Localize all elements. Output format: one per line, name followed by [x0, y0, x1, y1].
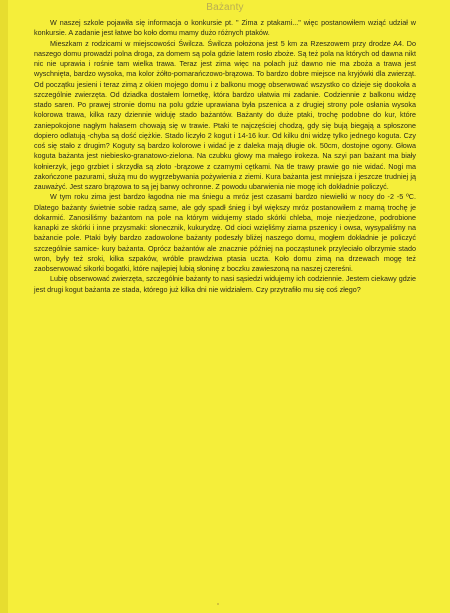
- paragraph-intro: W naszej szkole pojawiła się informacja o konkursie pt. " Zima z ptakami..." więc postanowiłem wziąć udział w konkursie. A zadanie jest łatwe bo koło domu mamy dużo różnych ptaków.: [34, 18, 416, 38]
- page-edge-shadow: [0, 0, 8, 613]
- paragraph-observations: Mieszkam z rodzicami w miejscowości Świlcza. Świlcza położona jest 5 km za Rzeszowem przy drodze A4. Do naszego domu prowadzi polna droga, za domem są pola gdzie latem rosło zboże. Są też pola na których od dawna nikt nic nie uprawia i rośnie tam wielka trawa. Teraz jest zima więc na polach już dawno nie ma zboża a trawa jest wyschnięta, bardzo wysoka, ma kolor żółto-pomarańczowo-brązowa. To bardzo dobre miejsce na kryjówki dla zwierząt. Od początku jesieni i teraz zimą z okien mojego domu i z balkonu mogę obserwować wszystko co dzieje się dookoła a szczególnie zwierzęta. Od dziadka dostałem lornetkę, która bardzo ułatwia mi zadanie. Codziennie z balkonu widzę stado saren. Po prawej stronie domu na polu gdzie uprawiana była pszenica a z drugiej strony pole osłania wysoka kolorowa trawa, kilka razy dziennie widuję stado bażantów. Bażanty do duże ptaki, trochę podobne do kur, które zaniepokojone nagłym hałasem chowają się w trawie. Ptaki te najczęściej chodzą, gdy się bują biegają a spłoszone dopiero odlatują -chyba są dość ciężkie. Stado liczyło 2 kogut i 14-16 kur. Od kilku dni widzę tylko jednego koguta. Czy coś się stało z drugim? Koguty są bardzo kolorowe i widać je z daleka mają długie ok. 50cm, dostojne ogony. Głowa koguta bażanta jest niebiesko-granatowo-zielona. Na czubku głowy ma małego irokeza. Na szyi pan bażant ma biały kołnierzyk, jego grzbiet i skrzydła są złoto -brązowe z czarnymi cętkami. Na tle trawy prawie go nie widać. Nogi ma zakończone pazurami, służą mu do wygrzebywania pożywienia z ziemi. Kura bażanta jest mniejsza i jeszcze trudniej ją zauważyć. Jest szaro brązowa to są jej barwy ochronne. Z powodu ubarwienia nie mogę ich dokładnie policzyć.: [34, 38, 416, 191]
- page-mark-dot: [217, 603, 219, 605]
- document-body: [34, 18, 416, 295]
- paragraph-conclusion: Lubię obserwować zwierzęta, szczególnie bażanty to nasi sąsiedzi widujemy ich codziennie. Jestem ciekawy gdzie jest drugi kogut bażanta ze stada, którego już kilka dni nie widziałem. Czy przytrafiło mu się coś złego?: [34, 274, 416, 294]
- document-title: Bażanty: [206, 2, 244, 13]
- paragraph-winter-feeding: W tym roku zima jest bardzo łagodna nie ma śniegu a mróz jest czasami bardzo niewielki w nocy do -2 -5 ºC. Dlatego bażanty świetnie sobie radzą same, ale gdy spadł śnieg i był większy mróz postanowiłem z mamą trochę je dokarmić. Zanosiliśmy bażantom na pole na którym widujemy stado skórki chleba, moje niezjedzone, podrobione kanapki ze skórki i inne przysmaki: słonecznik, kukurydzę. Od cioci wzięliśmy ziarna pszenicy i owsa, wysypaliśmy na bażancie pole. Ptaki były bardzo zadowolone bażanty podeszły bliżej naszego domu, mogłem dokładnie je policzyć szczególnie samice- kury bażanta. Oprócz bażantów ale znacznie później na począstunek przyleciało olbrzymie stado wron, były też sroki, kilka szpaków, wróble prawdziwa ptasia uczta. Koło domu zimą na drzewach mogę też zaobserwować sikorki bogatki, które najlepiej lubią słoninę z boczku zawieszoną na naszej czereśni.: [34, 192, 416, 273]
